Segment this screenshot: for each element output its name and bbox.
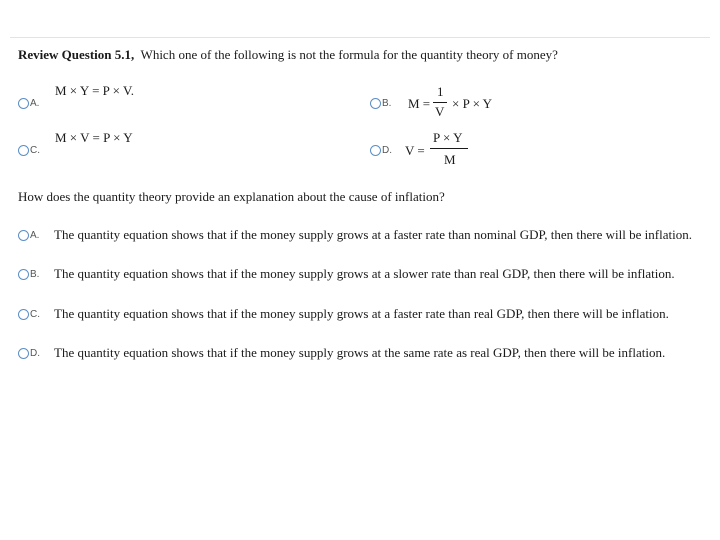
q1-option-c-formula[interactable]: M × V = P × Y [55, 130, 133, 145]
q2-option-c-radio[interactable] [18, 309, 29, 320]
q1-option-d-numerator[interactable]: P × Y [433, 130, 463, 145]
q2-option-b-letter[interactable]: B. [30, 269, 40, 280]
q1-option-b-radio[interactable] [370, 98, 381, 109]
q2-option-b-text[interactable]: The quantity equation shows that if the money supply grows at a slower rate than real GDP, then there will be inflation. [54, 266, 675, 281]
q1-option-d-lhs[interactable]: V = [405, 143, 425, 158]
q2-option-c-letter[interactable]: C. [30, 309, 40, 320]
q1-option-c-radio[interactable] [18, 145, 29, 156]
q1-option-b-numerator[interactable]: 1 [437, 84, 444, 99]
q2-option-c-text[interactable]: The quantity equation shows that if the money supply grows at a faster rate than real GDP, then there will be inflation. [54, 306, 669, 321]
q1-option-d-radio[interactable] [370, 145, 381, 156]
question-1-prompt [18, 47, 558, 63]
q1-option-d-letter[interactable]: D. [382, 145, 392, 156]
question-1-text: Which one of the following is not the formula for the quantity theory of money? [140, 47, 558, 62]
q1-option-d-fraction-bar [430, 148, 468, 149]
q1-option-b-letter[interactable]: B. [382, 98, 392, 109]
q1-option-b-denominator[interactable]: V [435, 104, 445, 119]
q2-option-d-radio[interactable] [18, 348, 29, 359]
question-1-label: Review Question 5.1, [18, 47, 135, 62]
q2-option-d-text[interactable]: The quantity equation shows that if the money supply grows at the same rate as real GDP, then there will be inflation. [54, 345, 666, 360]
q2-option-a-letter[interactable]: A. [30, 230, 40, 241]
header-divider [10, 37, 710, 38]
q2-option-b-radio[interactable] [18, 269, 29, 280]
q1-option-a-radio[interactable] [18, 98, 29, 109]
q1-option-c-letter[interactable]: C. [30, 145, 40, 156]
question-2-text: How does the quantity theory provide an explanation about the cause of inflation? [18, 189, 445, 204]
q1-option-a-letter[interactable]: A. [30, 98, 40, 109]
q2-option-a-radio[interactable] [18, 230, 29, 241]
q2-option-d-letter[interactable]: D. [30, 348, 40, 359]
q1-option-d-denominator[interactable]: M [444, 152, 456, 167]
q1-option-b-rhs[interactable]: × P × Y [452, 96, 493, 111]
q1-option-b-fraction-bar [433, 102, 447, 103]
q2-option-a-text[interactable]: The quantity equation shows that if the money supply grows at a faster rate than nominal GDP, then there will be inflation. [54, 227, 692, 242]
q1-option-a-formula[interactable]: M × Y = P × V. [55, 83, 134, 98]
q1-option-b-lhs[interactable]: M = [408, 96, 431, 111]
